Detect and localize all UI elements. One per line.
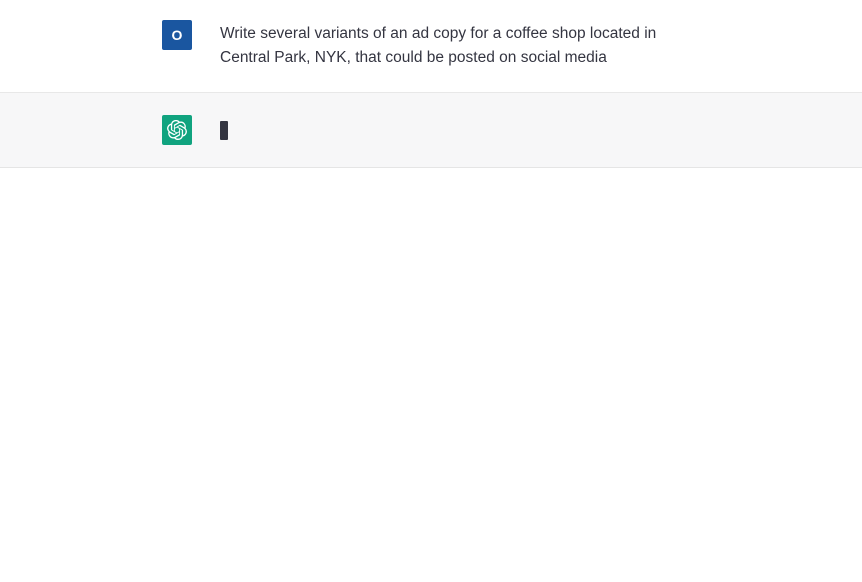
- message-row-user: [0, 0, 862, 93]
- streaming-cursor: [220, 121, 228, 140]
- openai-logo-icon: [162, 115, 192, 145]
- assistant-avatar-container: [162, 115, 192, 145]
- user-message-text: Write several variants of an ad copy for a coffee shop located in Central Park, NYK, that could be posted on social media: [220, 25, 661, 66]
- user-avatar-container: [162, 20, 192, 50]
- message-row-assistant: [0, 93, 862, 168]
- assistant-message-body: [220, 115, 228, 141]
- user-avatar: O: [162, 20, 192, 50]
- thread-empty-space: [0, 168, 862, 582]
